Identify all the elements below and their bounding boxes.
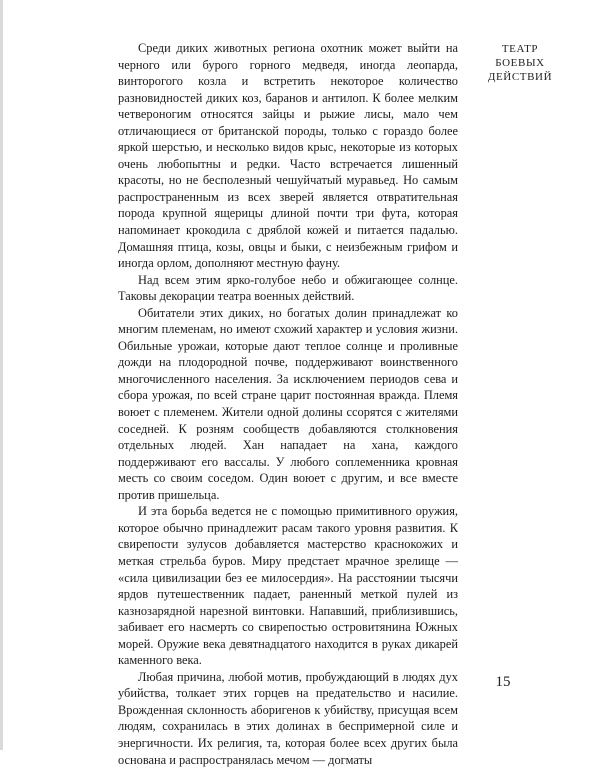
paragraph: Над всем этим ярко-голубое небо и обжигающее солнце. Таковы декорации театра военных действий.	[118, 272, 458, 304]
paragraph: И эта борьба ведется не с помощью примитивного оружия, которое обычно принадлежит расам такого уровня развития. К свирепости зулусов добавляется мастерство краснокожих и меткая стрельба буров. Миру предстает мрачное зрелище — «сила цивилизации без ее милосердия». На расстоянии тысячи ярдов путешественник падает, раненный меткой пулей из казнозарядной нарезной винтовки. Напавший, приблизившись, забивает его насмерть со свирепостью островитянина Южных морей. Оружие века девятнадцатого находится в руках дикарей каменного века.	[118, 504, 458, 668]
paragraph: Среди диких животных региона охотник может выйти на черного или бурого горного медведя, иногда леопарда, винторогого козла и встретить некоторое количество разновидностей диких коз, баранов и антилоп. К более мелким четвероногим относятся зайцы и рыжие лисы, мало чем отличающиеся от британской породы, только с гораздо более яркой шерстью, и несколько видов крыс, некоторые из которых очень любопытны и редки. Часто встречается лишенный красоты, но не бесполезный чешуйчатый муравьед. Но самым распространенным из всех зверей является отвратительная порода крупной ящерицы длиной почти три фута, которая напоминает крокодила с дряблой кожей и питается падалью. Домашняя птица, козы, овцы и быки, с неизбежным грифом и иногда орлом, дополняют местную фауну.	[118, 41, 458, 271]
page-number: 15	[495, 674, 511, 690]
page-edge	[0, 0, 3, 750]
running-head-line: ТЕАТР	[501, 43, 539, 55]
running-head-line: ДЕЙСТВИЙ	[487, 71, 553, 83]
paragraph: Любая причина, любой мотив, пробуждающий в людях дух убийства, толкает этих горцев на предательство и насилие. Врожденная склонность аборигенов к убийству, присущая всем людям, сохранилась в этих долинах в беспримерной силе и энергичности. Их религия, та, которая более всех других была основана и распространялась мечом — догматы	[118, 669, 458, 767]
running-head-line: БОЕВЫХ	[495, 57, 545, 69]
body-text	[118, 40, 458, 768]
paragraph: Обитатели этих диких, но богатых долин принадлежат ко многим племенам, но имеют схожий характер и условия жизни. Обильные урожаи, которые дают теплое солнце и проливные дожди на плодородной почве, поддерживают воинственного многочисленного населения. За исключением периодов сева и сбора урожая, по всей стране царит постоянная вражда. Племя воюет с племенем. Жители одной долины ссорятся с жителями соседней. К розням сообществ добавляются столкновения отдельных людей. Хан нападает на хана, каждого поддерживают его вассалы. У любого соплеменника кровная месть со своим соседом. Один воюет с другим, и все вместе против пришельца.	[118, 305, 458, 502]
running-head	[470, 42, 570, 84]
